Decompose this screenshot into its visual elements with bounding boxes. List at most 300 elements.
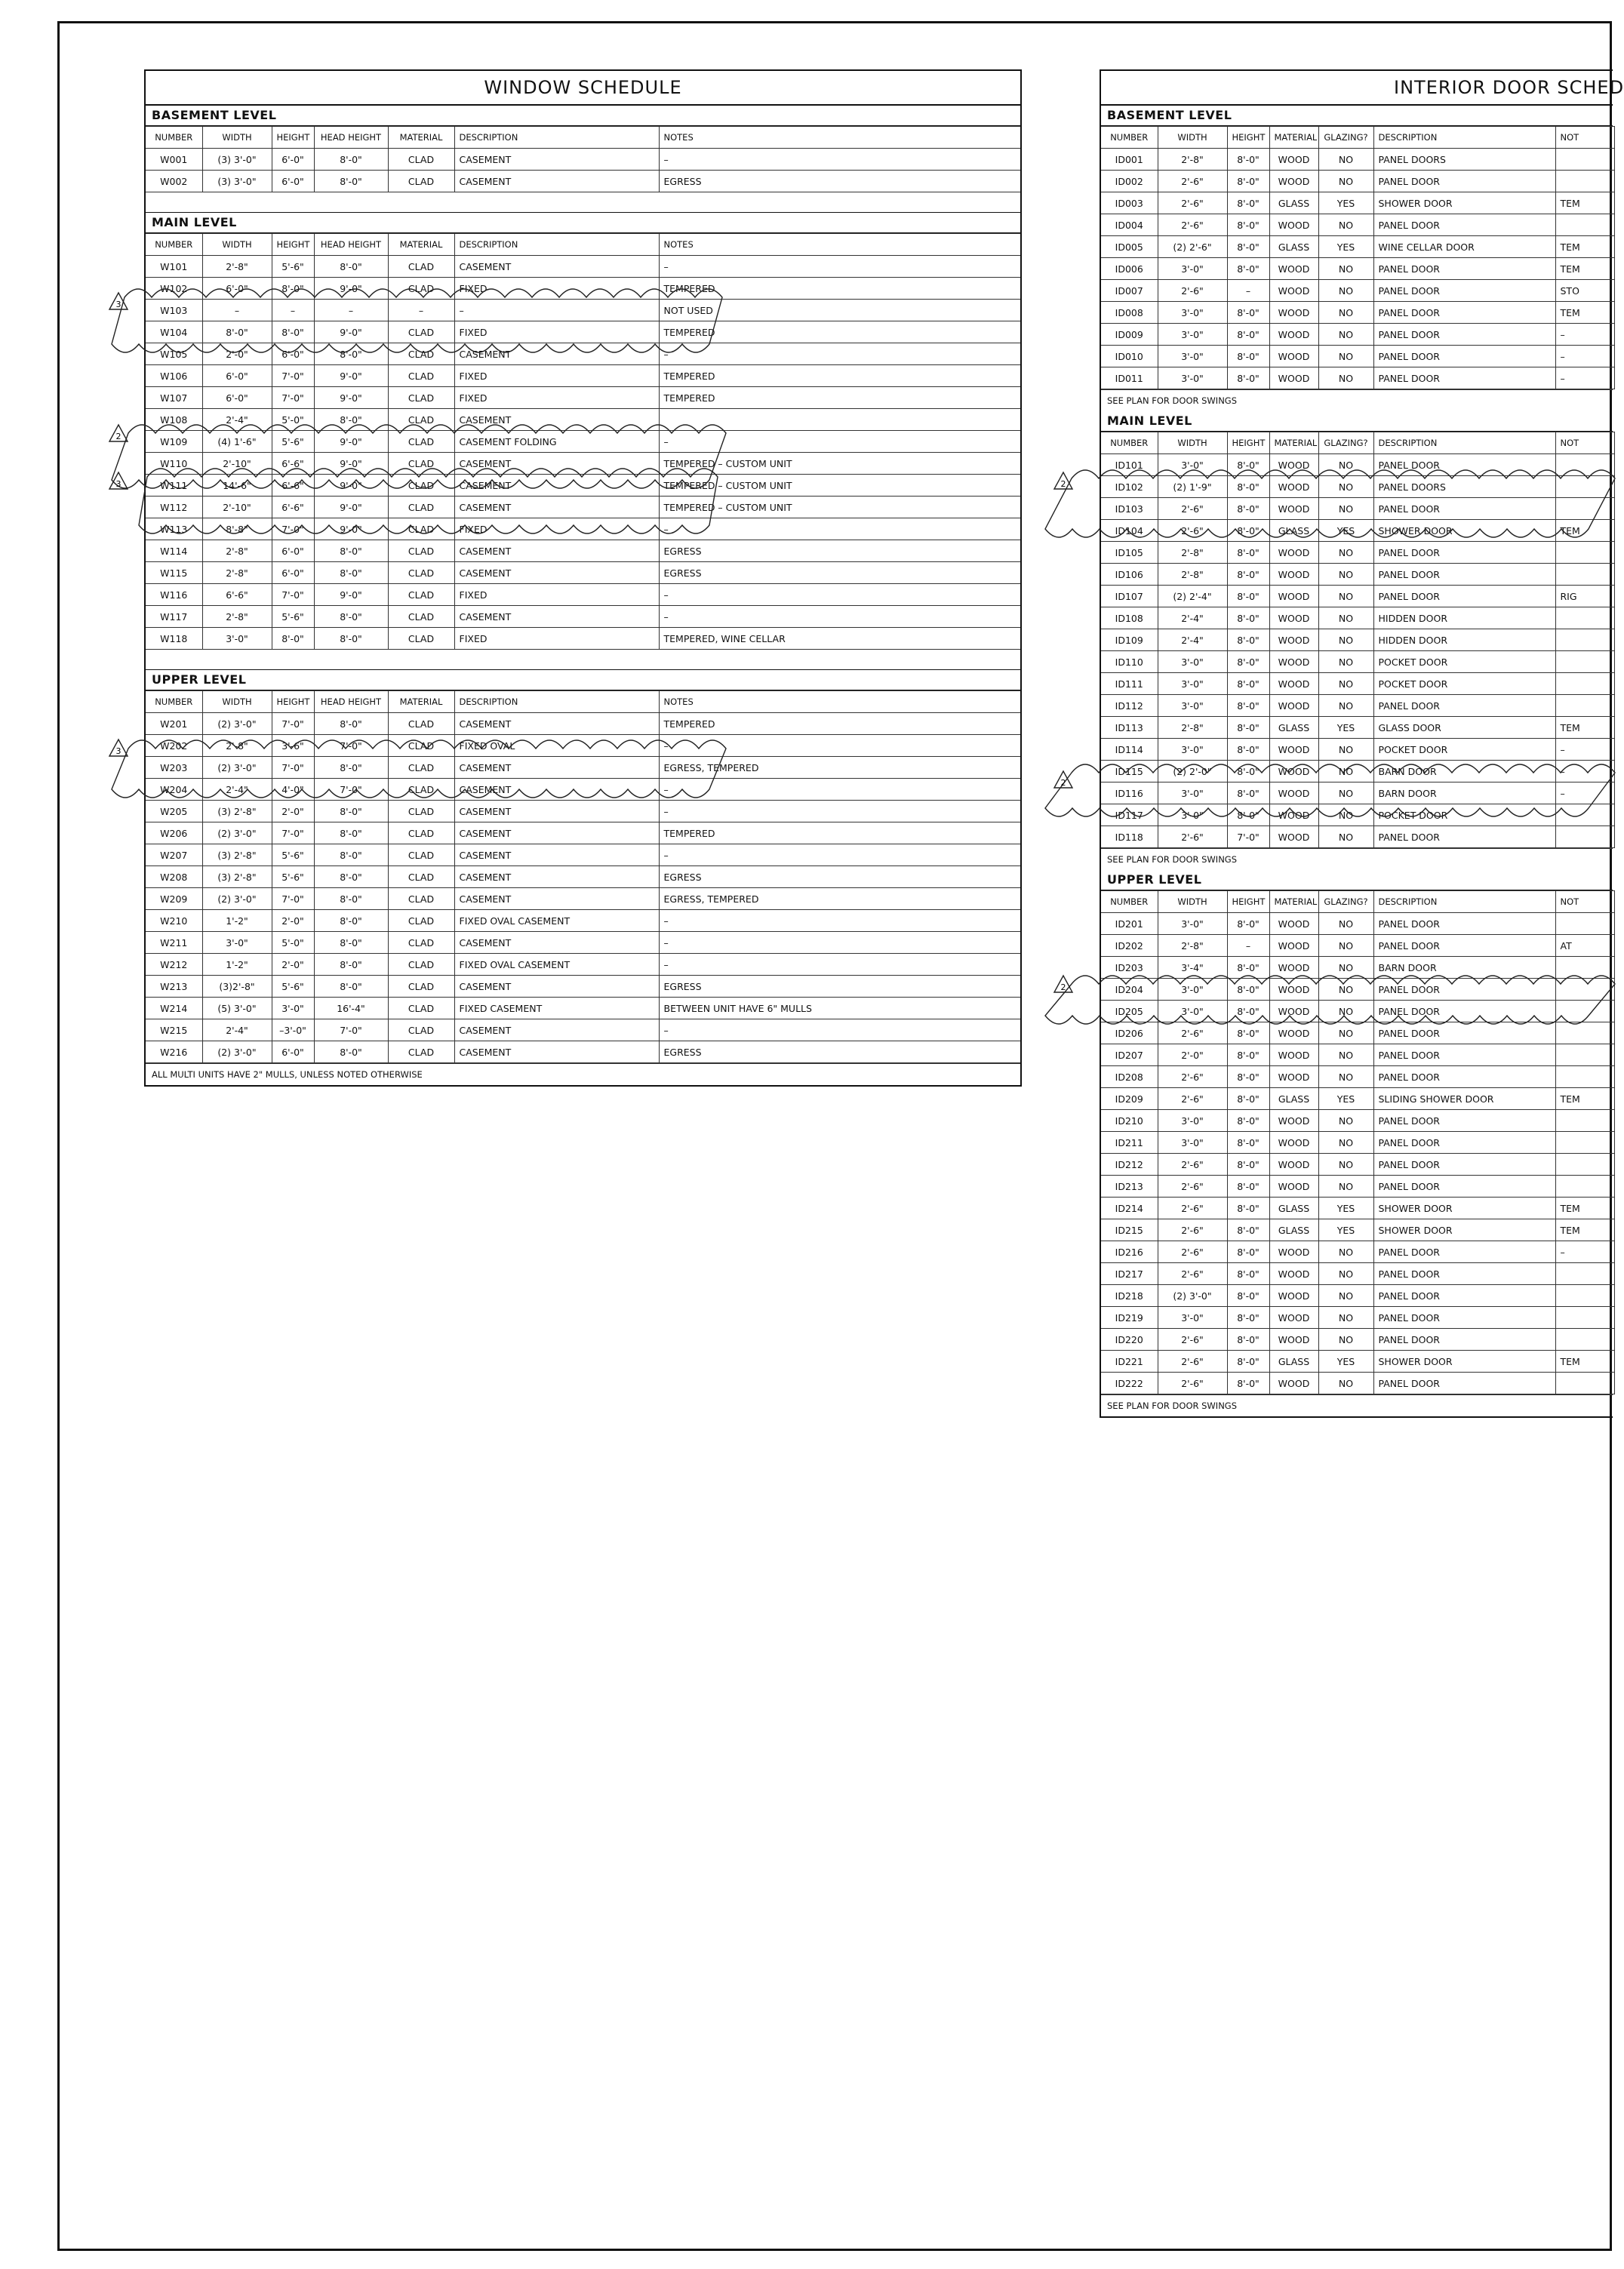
table-cell: –	[1555, 367, 1614, 389]
table-cell: PANEL DOOR	[1373, 1066, 1555, 1088]
table-cell	[1555, 629, 1614, 651]
table-row	[1101, 302, 1614, 324]
table-cell: 2'-6"	[1158, 1198, 1227, 1219]
window-schedule	[144, 69, 1022, 1087]
table-cell: 3'-0"	[1158, 258, 1227, 280]
table-row	[1101, 1219, 1614, 1241]
table-cell: WOOD	[1269, 1373, 1318, 1394]
table-cell: 3'-0"	[1158, 651, 1227, 673]
table-cell: NO	[1318, 542, 1373, 564]
table-cell: NO	[1318, 1176, 1373, 1198]
column-header: HEAD HEIGHT	[314, 691, 388, 713]
table-cell: 8'-0"	[1227, 1307, 1269, 1329]
column-header: NUMBER	[1101, 127, 1158, 149]
table-cell: W213	[146, 976, 202, 998]
table-cell: (2) 3'-0"	[202, 1041, 272, 1063]
table-cell: W115	[146, 562, 202, 584]
table-cell: 2'-6"	[1158, 171, 1227, 192]
table-cell: –	[659, 801, 1020, 822]
table-cell: ID113	[1101, 717, 1158, 739]
table-cell: 8'-0"	[1227, 476, 1269, 498]
table-cell: 2'-0"	[202, 343, 272, 365]
table-row	[1101, 346, 1614, 367]
column-header: NUMBER	[1101, 432, 1158, 454]
table-cell: ID107	[1101, 586, 1158, 607]
table-cell: PANEL DOOR	[1373, 1132, 1555, 1154]
table-cell: NO	[1318, 1044, 1373, 1066]
column-header: DESCRIPTION	[1373, 127, 1555, 149]
table-row	[146, 409, 1020, 431]
table-cell: 2'-6"	[1158, 1351, 1227, 1373]
table-cell: 8'-0"	[314, 149, 388, 171]
table-cell: 8'-0"	[1227, 149, 1269, 171]
table-cell: 8'-0"	[1227, 214, 1269, 236]
table-cell: W116	[146, 584, 202, 606]
level-heading: UPPER LEVEL	[146, 670, 1020, 690]
table-cell: 8'-0"	[1227, 454, 1269, 476]
table-cell: CASEMENT	[454, 453, 659, 475]
table-row	[1101, 1176, 1614, 1198]
window-schedule-table	[146, 690, 1020, 1063]
window-schedule-table	[146, 233, 1020, 650]
table-cell: 8'-0"	[1227, 1044, 1269, 1066]
table-cell: 2'-4"	[202, 409, 272, 431]
table-cell: 3'-0"	[1158, 346, 1227, 367]
table-cell: FIXED OVAL CASEMENT	[454, 954, 659, 976]
table-row	[146, 932, 1020, 954]
table-cell: WOOD	[1269, 367, 1318, 389]
table-cell: WOOD	[1269, 542, 1318, 564]
table-row	[146, 343, 1020, 365]
table-cell: CLAD	[388, 321, 454, 343]
table-cell: WINE CELLAR DOOR	[1373, 236, 1555, 258]
table-row	[1101, 498, 1614, 520]
table-cell: 6'-0"	[202, 278, 272, 300]
table-cell: TEM	[1555, 258, 1614, 280]
table-cell: ID213	[1101, 1176, 1158, 1198]
table-cell: 2'-6"	[1158, 1176, 1227, 1198]
table-cell: (2) 3'-0"	[202, 713, 272, 735]
table-row	[1101, 564, 1614, 586]
table-cell: ID202	[1101, 935, 1158, 957]
table-cell: 5'-0"	[272, 409, 314, 431]
table-cell: 6'-0"	[272, 540, 314, 562]
table-cell: TEMPERED, WINE CELLAR	[659, 628, 1020, 650]
table-cell: NO	[1318, 149, 1373, 171]
table-cell: 3'-0"	[1158, 1001, 1227, 1022]
door-schedule-table	[1101, 890, 1615, 1394]
table-cell: 9'-0"	[314, 497, 388, 518]
table-cell: 8'-0"	[1227, 957, 1269, 979]
table-cell: PANEL DOOR	[1373, 1329, 1555, 1351]
table-cell: GLASS	[1269, 520, 1318, 542]
table-cell: WOOD	[1269, 1001, 1318, 1022]
table-cell: ID005	[1101, 236, 1158, 258]
table-cell	[1555, 1044, 1614, 1066]
table-cell: NO	[1318, 761, 1373, 782]
table-cell: (3) 2'-8"	[202, 801, 272, 822]
column-header: NOTES	[659, 691, 1020, 713]
table-cell: 2'-6"	[1158, 1088, 1227, 1110]
table-cell: 7'-0"	[272, 713, 314, 735]
table-cell: GLASS	[1269, 1219, 1318, 1241]
table-cell: ID010	[1101, 346, 1158, 367]
table-cell: CASEMENT	[454, 606, 659, 628]
table-cell: PANEL DOOR	[1373, 826, 1555, 848]
table-cell: GLASS	[1269, 1198, 1318, 1219]
table-cell: PANEL DOOR	[1373, 1001, 1555, 1022]
table-cell: –	[659, 149, 1020, 171]
revision-number: 3	[115, 746, 121, 756]
table-cell: –	[659, 518, 1020, 540]
table-row	[146, 562, 1020, 584]
table-cell: (3)2'-8"	[202, 976, 272, 998]
table-cell: HIDDEN DOOR	[1373, 629, 1555, 651]
table-cell: EGRESS, TEMPERED	[659, 888, 1020, 910]
level-heading: MAIN LEVEL	[1101, 411, 1613, 432]
table-row	[146, 757, 1020, 779]
table-cell: 2'-6"	[1158, 192, 1227, 214]
table-cell: NO	[1318, 1241, 1373, 1263]
table-cell: 8'-0"	[1227, 171, 1269, 192]
column-header: MATERIAL	[1269, 432, 1318, 454]
table-row	[146, 801, 1020, 822]
table-cell: 9'-0"	[314, 518, 388, 540]
table-cell: CLAD	[388, 387, 454, 409]
window-schedule-table	[146, 126, 1020, 192]
table-cell: CASEMENT	[454, 497, 659, 518]
table-cell: WOOD	[1269, 739, 1318, 761]
table-cell: 5'-0"	[272, 932, 314, 954]
table-cell: CLAD	[388, 518, 454, 540]
table-cell: 1'-2"	[202, 954, 272, 976]
window-schedule-title-text: WINDOW SCHEDULE	[484, 77, 682, 98]
table-cell: CLAD	[388, 475, 454, 497]
table-cell: CLAD	[388, 628, 454, 650]
table-cell: NO	[1318, 1132, 1373, 1154]
table-cell: NO	[1318, 1285, 1373, 1307]
table-cell: ID105	[1101, 542, 1158, 564]
table-row	[146, 822, 1020, 844]
table-cell: W214	[146, 998, 202, 1019]
table-cell: CASEMENT	[454, 171, 659, 192]
table-cell	[1555, 673, 1614, 695]
table-cell: –	[659, 256, 1020, 278]
table-cell: 8'-0"	[1227, 1176, 1269, 1198]
table-cell	[1555, 1154, 1614, 1176]
table-cell: CLAD	[388, 998, 454, 1019]
table-cell: 8'-0"	[314, 932, 388, 954]
table-cell: 8'-0"	[314, 757, 388, 779]
table-cell: CASEMENT	[454, 932, 659, 954]
table-cell: 8'-0"	[314, 888, 388, 910]
table-cell	[1555, 1176, 1614, 1198]
table-cell: FIXED	[454, 387, 659, 409]
table-cell: 2'-8"	[1158, 564, 1227, 586]
table-cell: 5'-6"	[272, 256, 314, 278]
table-cell: 3'-0"	[1158, 367, 1227, 389]
table-cell: WOOD	[1269, 1022, 1318, 1044]
table-cell: (3) 3'-0"	[202, 149, 272, 171]
table-cell: 14'-6"	[202, 475, 272, 497]
table-row	[1101, 1022, 1614, 1044]
level-heading: MAIN LEVEL	[146, 213, 1020, 233]
table-row	[1101, 1132, 1614, 1154]
table-cell: ID102	[1101, 476, 1158, 498]
table-cell: 3'-0"	[1158, 804, 1227, 826]
table-cell: CLAD	[388, 713, 454, 735]
table-cell: 6'-6"	[272, 497, 314, 518]
table-cell: 8'-0"	[1227, 1132, 1269, 1154]
table-cell: 8'-0"	[1227, 1219, 1269, 1241]
table-cell: CLAD	[388, 540, 454, 562]
table-cell: ID206	[1101, 1022, 1158, 1044]
table-cell: NOT USED	[659, 300, 1020, 321]
table-cell: CASEMENT	[454, 866, 659, 888]
table-row	[146, 387, 1020, 409]
table-cell: CLAD	[388, 932, 454, 954]
table-cell: 2'-6"	[1158, 520, 1227, 542]
column-header: DESCRIPTION	[454, 691, 659, 713]
table-cell: CASEMENT	[454, 256, 659, 278]
table-cell: (2) 3'-0"	[202, 822, 272, 844]
table-cell: (2) 2'-4"	[1158, 586, 1227, 607]
table-cell: 8'-0"	[272, 321, 314, 343]
table-cell: WOOD	[1269, 454, 1318, 476]
table-cell: NO	[1318, 454, 1373, 476]
table-cell: 7'-0"	[314, 779, 388, 801]
table-cell: CLAD	[388, 844, 454, 866]
table-cell: –	[1555, 1241, 1614, 1263]
table-row	[146, 540, 1020, 562]
table-cell: CLAD	[388, 365, 454, 387]
table-cell: –	[1555, 346, 1614, 367]
table-cell: 2'-8"	[1158, 149, 1227, 171]
table-cell: 3'-0"	[1158, 302, 1227, 324]
table-cell: TEM	[1555, 236, 1614, 258]
column-header: HEIGHT	[272, 234, 314, 256]
table-cell: 3'-4"	[1158, 957, 1227, 979]
table-cell: 8'-0"	[314, 606, 388, 628]
table-cell: FIXED	[454, 365, 659, 387]
table-cell: WOOD	[1269, 1285, 1318, 1307]
column-header: NOT	[1555, 891, 1614, 913]
column-header: MATERIAL	[388, 234, 454, 256]
table-cell: CLAD	[388, 584, 454, 606]
table-cell: CASEMENT	[454, 844, 659, 866]
table-cell: –	[272, 300, 314, 321]
table-row	[1101, 520, 1614, 542]
table-row	[1101, 1198, 1614, 1219]
table-cell: CLAD	[388, 409, 454, 431]
table-cell: 6'-0"	[202, 365, 272, 387]
table-cell: TEM	[1555, 1351, 1614, 1373]
table-cell: 3'-0"	[1158, 782, 1227, 804]
table-cell: CASEMENT FOLDING	[454, 431, 659, 453]
table-cell: YES	[1318, 717, 1373, 739]
table-cell: NO	[1318, 258, 1373, 280]
table-cell: 8'-0"	[1227, 607, 1269, 629]
table-cell: ID104	[1101, 520, 1158, 542]
table-row	[1101, 192, 1614, 214]
table-cell: FIXED OVAL	[454, 735, 659, 757]
table-cell: WOOD	[1269, 957, 1318, 979]
table-cell: ID208	[1101, 1066, 1158, 1088]
table-cell: POCKET DOOR	[1373, 651, 1555, 673]
table-cell: –	[659, 910, 1020, 932]
table-cell: 8'-8"	[202, 518, 272, 540]
table-cell: 8'-0"	[1227, 586, 1269, 607]
table-row	[1101, 1241, 1614, 1263]
table-cell: (3) 2'-8"	[202, 844, 272, 866]
table-cell	[1555, 913, 1614, 935]
table-cell: 5'-6"	[272, 431, 314, 453]
column-header: NOT	[1555, 432, 1614, 454]
table-cell: 2'-6"	[1158, 214, 1227, 236]
table-cell: NO	[1318, 171, 1373, 192]
table-cell: 9'-0"	[314, 584, 388, 606]
table-cell: ID109	[1101, 629, 1158, 651]
column-header: NOTES	[659, 127, 1020, 149]
table-cell	[1555, 826, 1614, 848]
table-cell: ID003	[1101, 192, 1158, 214]
level-heading: UPPER LEVEL	[1101, 870, 1613, 890]
door-schedule-header-row	[1101, 127, 1614, 149]
table-cell: 7'-0"	[272, 387, 314, 409]
table-cell: 3'-0"	[1158, 454, 1227, 476]
column-header: MATERIAL	[388, 127, 454, 149]
table-row	[146, 628, 1020, 650]
table-cell: NO	[1318, 564, 1373, 586]
table-cell	[1555, 607, 1614, 629]
table-cell: ID001	[1101, 149, 1158, 171]
table-cell	[1555, 1066, 1614, 1088]
table-cell: 8'-0"	[202, 321, 272, 343]
table-cell: PANEL DOORS	[1373, 476, 1555, 498]
table-cell: PANEL DOOR	[1373, 454, 1555, 476]
column-header: HEIGHT	[1227, 891, 1269, 913]
table-cell: EGRESS	[659, 976, 1020, 998]
table-cell: 8'-0"	[314, 171, 388, 192]
table-cell: NO	[1318, 673, 1373, 695]
table-cell: 8'-0"	[1227, 1351, 1269, 1373]
table-cell: 3'-0"	[1158, 913, 1227, 935]
table-cell: 8'-0"	[1227, 782, 1269, 804]
table-cell: NO	[1318, 629, 1373, 651]
column-header: HEAD HEIGHT	[314, 234, 388, 256]
table-cell: 2'-6"	[1158, 1373, 1227, 1394]
table-cell: BARN DOOR	[1373, 957, 1555, 979]
table-cell: CASEMENT	[454, 475, 659, 497]
table-cell: NO	[1318, 979, 1373, 1001]
table-cell: ID204	[1101, 979, 1158, 1001]
table-cell: 8'-0"	[314, 844, 388, 866]
table-cell: 2'-4"	[202, 779, 272, 801]
table-row	[1101, 782, 1614, 804]
door-schedule-table	[1101, 432, 1615, 848]
table-cell: CASEMENT	[454, 562, 659, 584]
column-header: GLAZING?	[1318, 891, 1373, 913]
table-cell: WOOD	[1269, 258, 1318, 280]
table-cell: TEM	[1555, 520, 1614, 542]
table-cell: 8'-0"	[314, 628, 388, 650]
table-cell: CLAD	[388, 801, 454, 822]
table-cell: NO	[1318, 957, 1373, 979]
table-cell: TEMPERED	[659, 387, 1020, 409]
table-cell: WOOD	[1269, 302, 1318, 324]
table-row	[146, 910, 1020, 932]
table-cell: NO	[1318, 826, 1373, 848]
table-cell: PANEL DOOR	[1373, 1110, 1555, 1132]
table-cell: CLAD	[388, 278, 454, 300]
table-cell: 7'-0"	[1227, 826, 1269, 848]
table-row	[146, 518, 1020, 540]
table-cell: –	[314, 300, 388, 321]
table-cell: 8'-0"	[1227, 258, 1269, 280]
table-row	[1101, 913, 1614, 935]
table-cell: PANEL DOOR	[1373, 1241, 1555, 1263]
table-cell	[1555, 804, 1614, 826]
revision-number: 2	[1060, 982, 1066, 992]
table-cell: W113	[146, 518, 202, 540]
table-cell: 8'-0"	[1227, 1285, 1269, 1307]
table-cell: PANEL DOOR	[1373, 1044, 1555, 1066]
table-row	[1101, 149, 1614, 171]
table-cell: 2'-10"	[202, 497, 272, 518]
table-cell: W209	[146, 888, 202, 910]
table-cell: 8'-0"	[1227, 302, 1269, 324]
table-cell: 2'-8"	[202, 735, 272, 757]
table-cell: CLAD	[388, 606, 454, 628]
column-header: MATERIAL	[388, 691, 454, 713]
table-cell: PANEL DOOR	[1373, 346, 1555, 367]
table-cell: ID211	[1101, 1132, 1158, 1154]
table-cell: NO	[1318, 1022, 1373, 1044]
table-cell: (3) 2'-8"	[202, 866, 272, 888]
table-cell: TEM	[1555, 1219, 1614, 1241]
table-cell: PANEL DOOR	[1373, 1307, 1555, 1329]
table-cell	[1555, 957, 1614, 979]
table-cell	[1555, 564, 1614, 586]
table-cell: 6'-6"	[272, 475, 314, 497]
table-cell: ID201	[1101, 913, 1158, 935]
table-cell: ID115	[1101, 761, 1158, 782]
table-cell: CASEMENT	[454, 713, 659, 735]
table-cell: TEMPERED	[659, 278, 1020, 300]
table-cell: NO	[1318, 280, 1373, 302]
table-row	[1101, 214, 1614, 236]
table-cell	[1555, 542, 1614, 564]
table-cell: NO	[1318, 651, 1373, 673]
table-cell: GLASS	[1269, 236, 1318, 258]
table-cell	[1555, 1329, 1614, 1351]
table-cell	[1555, 1022, 1614, 1044]
table-row	[146, 497, 1020, 518]
table-cell: 8'-0"	[314, 954, 388, 976]
table-cell: ID218	[1101, 1285, 1158, 1307]
table-cell: PANEL DOOR	[1373, 1285, 1555, 1307]
table-cell: WOOD	[1269, 280, 1318, 302]
table-cell: WOOD	[1269, 1132, 1318, 1154]
table-cell: TEM	[1555, 1088, 1614, 1110]
table-cell: ID114	[1101, 739, 1158, 761]
table-cell	[1555, 1307, 1614, 1329]
table-cell: W212	[146, 954, 202, 976]
table-cell: BETWEEN UNIT HAVE 6" MULLS	[659, 998, 1020, 1019]
table-cell: NO	[1318, 913, 1373, 935]
column-header: HEIGHT	[1227, 432, 1269, 454]
table-cell: 2'-0"	[272, 801, 314, 822]
